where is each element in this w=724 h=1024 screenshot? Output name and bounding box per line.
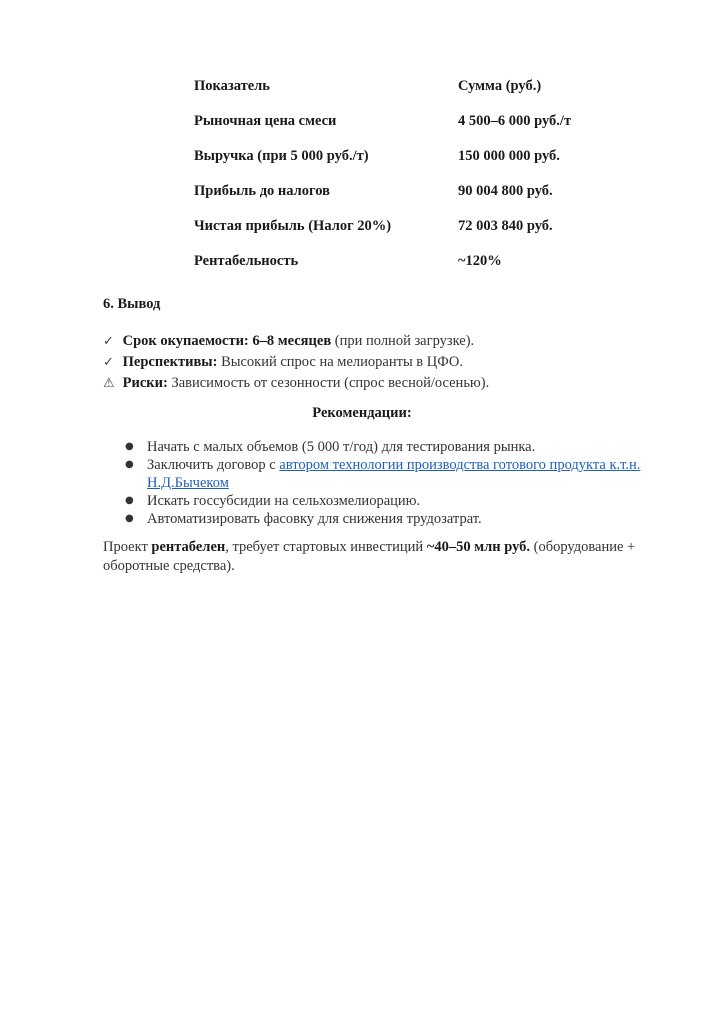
- table-cell-name: Рентабельность: [194, 253, 299, 269]
- table-cell-name: Прибыль до налогов: [194, 183, 330, 199]
- table-cell-sum: 150 000 000 руб.: [458, 148, 560, 164]
- list-item-text: Искать госсубсидии на сельхозмелиорацию.: [147, 493, 421, 509]
- final-text: , требует стартовых инвестиций: [225, 539, 427, 555]
- conclusion-text: (при полной загрузке).: [331, 333, 475, 349]
- author-link[interactable]: автором технологии производства готового продукта к.т.н. Н.Д.Бычеком: [147, 457, 641, 491]
- check-icon: ✓: [103, 334, 114, 349]
- table-header-indicator: Показатель: [194, 78, 270, 94]
- table-cell-name: Чистая прибыль (Налог 20%): [194, 218, 392, 234]
- list-item: [125, 456, 665, 492]
- final-text: (оборудование + оборотные средства).: [103, 539, 636, 574]
- final-text: Проект: [103, 539, 152, 555]
- section-heading-conclusion: 6. Вывод: [103, 296, 161, 312]
- table-header-sum: Сумма (руб.): [458, 78, 542, 94]
- conclusion-item-payback: [103, 331, 489, 352]
- final-bold-profitable: рентабелен: [151, 539, 226, 555]
- table-row: [194, 218, 658, 253]
- bullet-icon: ●: [125, 513, 134, 524]
- list-item-text: Начать с малых объемов (5 000 т/год) для тестирования рынка.: [147, 439, 536, 455]
- table-cell-sum: 4 500–6 000 руб./т: [458, 113, 572, 129]
- bullet-icon: ●: [125, 495, 134, 506]
- conclusion-item-prospects: [103, 352, 489, 373]
- conclusion-list: [103, 331, 489, 394]
- bullet-icon: ●: [125, 459, 134, 470]
- table-cell-name: Рыночная цена смеси: [194, 113, 337, 129]
- conclusion-text: Высокий спрос на мелиоранты в ЦФО.: [217, 354, 463, 370]
- check-icon: ✓: [103, 355, 114, 370]
- conclusion-label: Срок окупаемости: 6–8 месяцев: [122, 333, 332, 349]
- final-paragraph: [103, 538, 663, 576]
- table-cell-sum: ~120%: [458, 253, 502, 269]
- list-item: [125, 438, 665, 456]
- list-item: [125, 510, 665, 528]
- table-row: [194, 253, 658, 288]
- table-row: [194, 113, 658, 148]
- list-item-text: Автоматизировать фасовку для снижения трудозатрат.: [147, 511, 482, 527]
- bullet-icon: ●: [125, 441, 134, 452]
- table-cell-name: Выручка (при 5 000 руб./т): [194, 148, 369, 164]
- warning-icon: ⚠: [103, 376, 115, 391]
- conclusion-label: Риски:: [122, 375, 168, 391]
- list-item-text: Заключить договор с: [147, 457, 280, 473]
- table-cell-sum: 72 003 840 руб.: [458, 218, 553, 234]
- final-bold-investment: ~40–50 млн руб.: [426, 539, 531, 555]
- table-row: [194, 183, 658, 218]
- conclusion-item-risks: [103, 373, 489, 394]
- table-cell-sum: 90 004 800 руб.: [458, 183, 553, 199]
- recommendations-heading: Рекомендации:: [312, 405, 412, 421]
- list-item: [125, 492, 665, 510]
- financial-summary-table: [194, 78, 658, 288]
- conclusion-label: Перспективы:: [122, 354, 218, 370]
- conclusion-text: Зависимость от сезонности (спрос весной/осенью).: [167, 375, 490, 391]
- table-header-row: [194, 78, 658, 113]
- table-row: [194, 148, 658, 183]
- recommendations-list: [125, 438, 665, 528]
